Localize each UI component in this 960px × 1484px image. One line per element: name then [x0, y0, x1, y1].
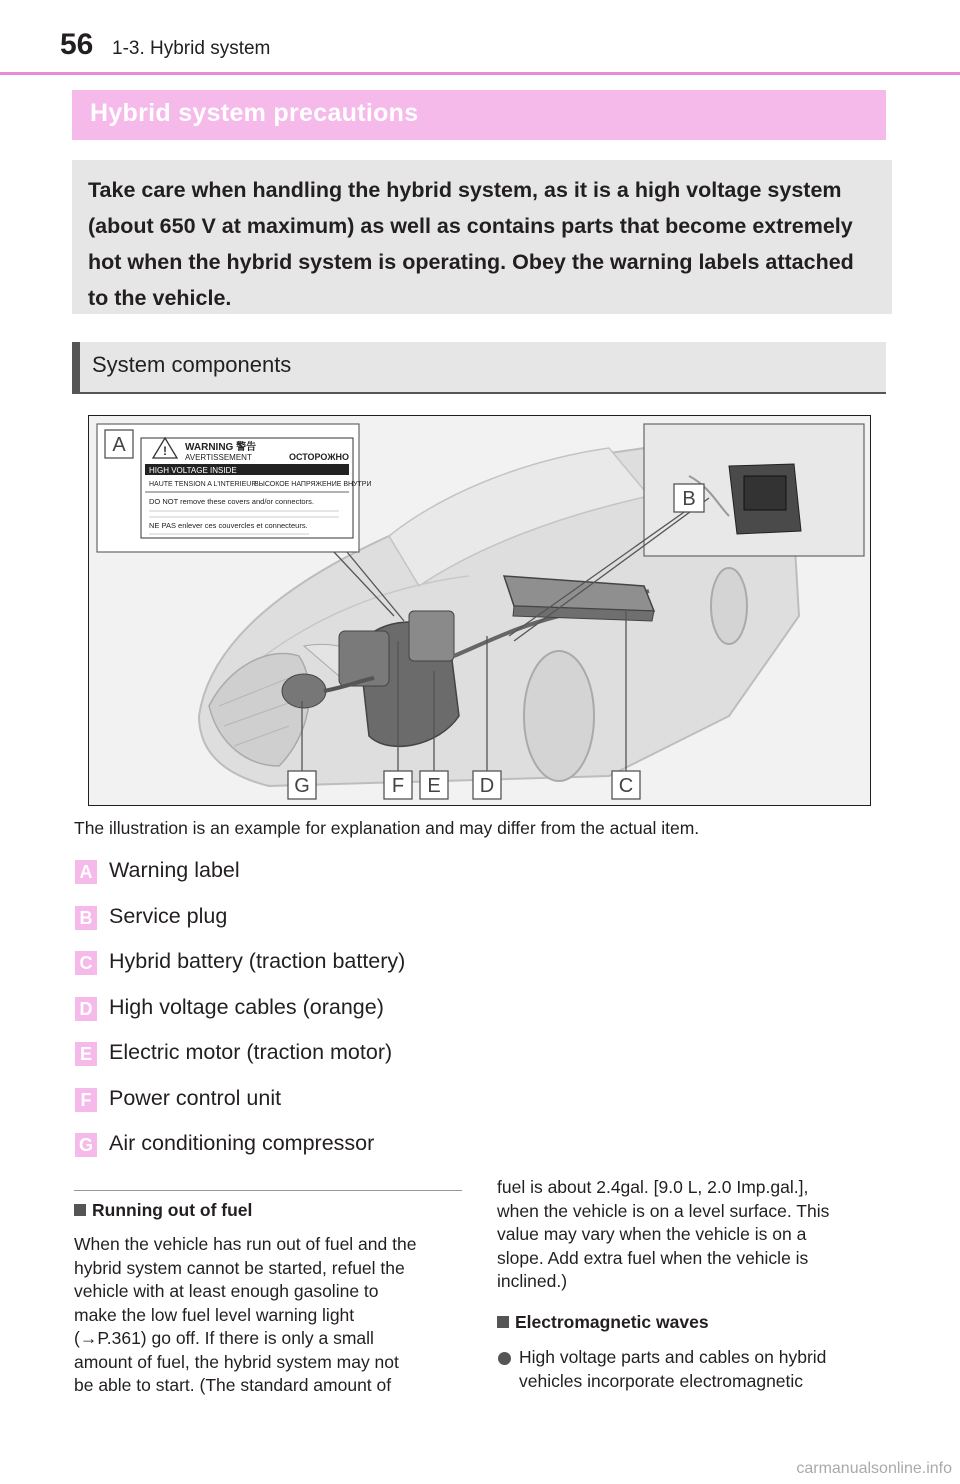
text-line: hybrid system cannot be started, refuel the [74, 1257, 405, 1278]
item-power-control-unit: Power control unit [109, 1086, 282, 1110]
svg-text:C: C [618, 775, 634, 797]
section-title: Hybrid system precautions [90, 99, 419, 127]
note-bullet-electromagnetic [519, 1346, 826, 1393]
subsection-bar-accent [72, 342, 80, 394]
text-line: High voltage parts and cables on hybrid [519, 1347, 827, 1367]
callout-f [384, 771, 412, 799]
item-electric-motor: Electric motor (traction motor) [109, 1040, 393, 1064]
note-body-continued [497, 1176, 829, 1294]
text-line: (→P.361) go off. If there is only a small [74, 1328, 374, 1348]
text-line: amount of fuel, the hybrid system may not [74, 1351, 399, 1372]
item-hybrid-battery: Hybrid battery (traction battery) [109, 949, 406, 973]
svg-text:B: B [682, 488, 696, 510]
warning-label-line: NE PAS enlever ces couvercles et connecteurs. [149, 521, 308, 530]
notes-divider [74, 1190, 462, 1191]
watermark: carmanualsonline.info [796, 1460, 952, 1477]
text-line: be able to start. (The standard amount of [74, 1375, 392, 1395]
warning-label-line: AVERTISSEMENT [185, 453, 252, 462]
callout-c [612, 771, 640, 799]
warning-label-line: HAUTE TENSION A L'INTERIEUR [149, 481, 257, 488]
warning-label-line: WARNING 警告 [185, 442, 257, 453]
text-line: slope. Add extra fuel when the vehicle is [497, 1247, 809, 1268]
text-line: inclined.) [497, 1271, 568, 1291]
warning-label-line: ВЫСОКОЕ НАПРЯЖЕНИЕ ВНУТРИ [254, 481, 372, 488]
callout-b [674, 484, 704, 512]
item-badge-d: D [75, 997, 97, 1021]
item-badge-a: A [75, 860, 97, 884]
item-high-voltage-cables: High voltage cables (orange) [109, 995, 384, 1019]
text-line: When the vehicle has run out of fuel and the [74, 1234, 417, 1254]
chapter-title: 1-3. Hybrid system [112, 38, 271, 59]
header-divider [0, 72, 960, 75]
hybrid-system-illustration [88, 415, 871, 806]
item-badge-c: C [75, 951, 97, 975]
text-line: make the low fuel level warning light [74, 1304, 355, 1325]
note-heading-text: Running out of fuel [92, 1200, 253, 1220]
warning-label-line: ОСТОРОЖНО [289, 452, 349, 462]
item-badge-b: B [75, 906, 97, 930]
item-ac-compressor: Air conditioning compressor [109, 1131, 375, 1155]
text-line: vehicle with at least enough gasoline to [74, 1281, 379, 1301]
text-line: value may vary when the vehicle is on a [497, 1224, 807, 1244]
note-heading-text: Electromagnetic waves [515, 1312, 709, 1332]
item-service-plug: Service plug [109, 904, 228, 928]
illustration-caption: The illustration is an example for explanation and may differ from the actual item. [74, 818, 700, 838]
warning-label-line: HIGH VOLTAGE INSIDE [149, 466, 237, 475]
warning-label-line: DO NOT remove these covers and/or connectors. [149, 497, 314, 506]
note-heading-electromagnetic [497, 1312, 709, 1333]
svg-text:G: G [294, 775, 310, 797]
callout-d [473, 771, 501, 799]
subsection-title: System components [92, 352, 292, 377]
text-line: vehicles incorporate electromagnetic [519, 1370, 804, 1391]
svg-text:A: A [112, 434, 126, 456]
callout-g [288, 771, 316, 799]
square-bullet-icon [74, 1204, 86, 1216]
callout-a [105, 430, 133, 458]
square-bullet-icon [497, 1316, 509, 1328]
svg-text:!: ! [163, 444, 167, 458]
round-bullet-icon [498, 1352, 511, 1365]
item-badge-f: F [75, 1088, 97, 1112]
page-number: 56 [60, 28, 94, 61]
svg-text:D: D [479, 775, 495, 797]
item-warning-label: Warning label [109, 858, 240, 882]
note-heading-running-out [74, 1200, 252, 1221]
item-badge-g: G [75, 1133, 97, 1157]
item-badge-e: E [75, 1042, 97, 1066]
intro-text: Take care when handling the hybrid system, as it is a high voltage system (about 650 V at maximum) as well as contains parts that become extremely hot when the hybrid system is operating. Obey the warning labels attached to the vehicle. [88, 178, 854, 310]
text-line: fuel is about 2.4gal. [9.0 L, 2.0 Imp.gal.], [497, 1177, 809, 1197]
callout-e [420, 771, 448, 799]
svg-text:F: F [391, 775, 405, 797]
text-line: when the vehicle is on a level surface. This [497, 1200, 830, 1221]
svg-text:E: E [427, 775, 441, 797]
note-body-running-out [74, 1233, 416, 1398]
